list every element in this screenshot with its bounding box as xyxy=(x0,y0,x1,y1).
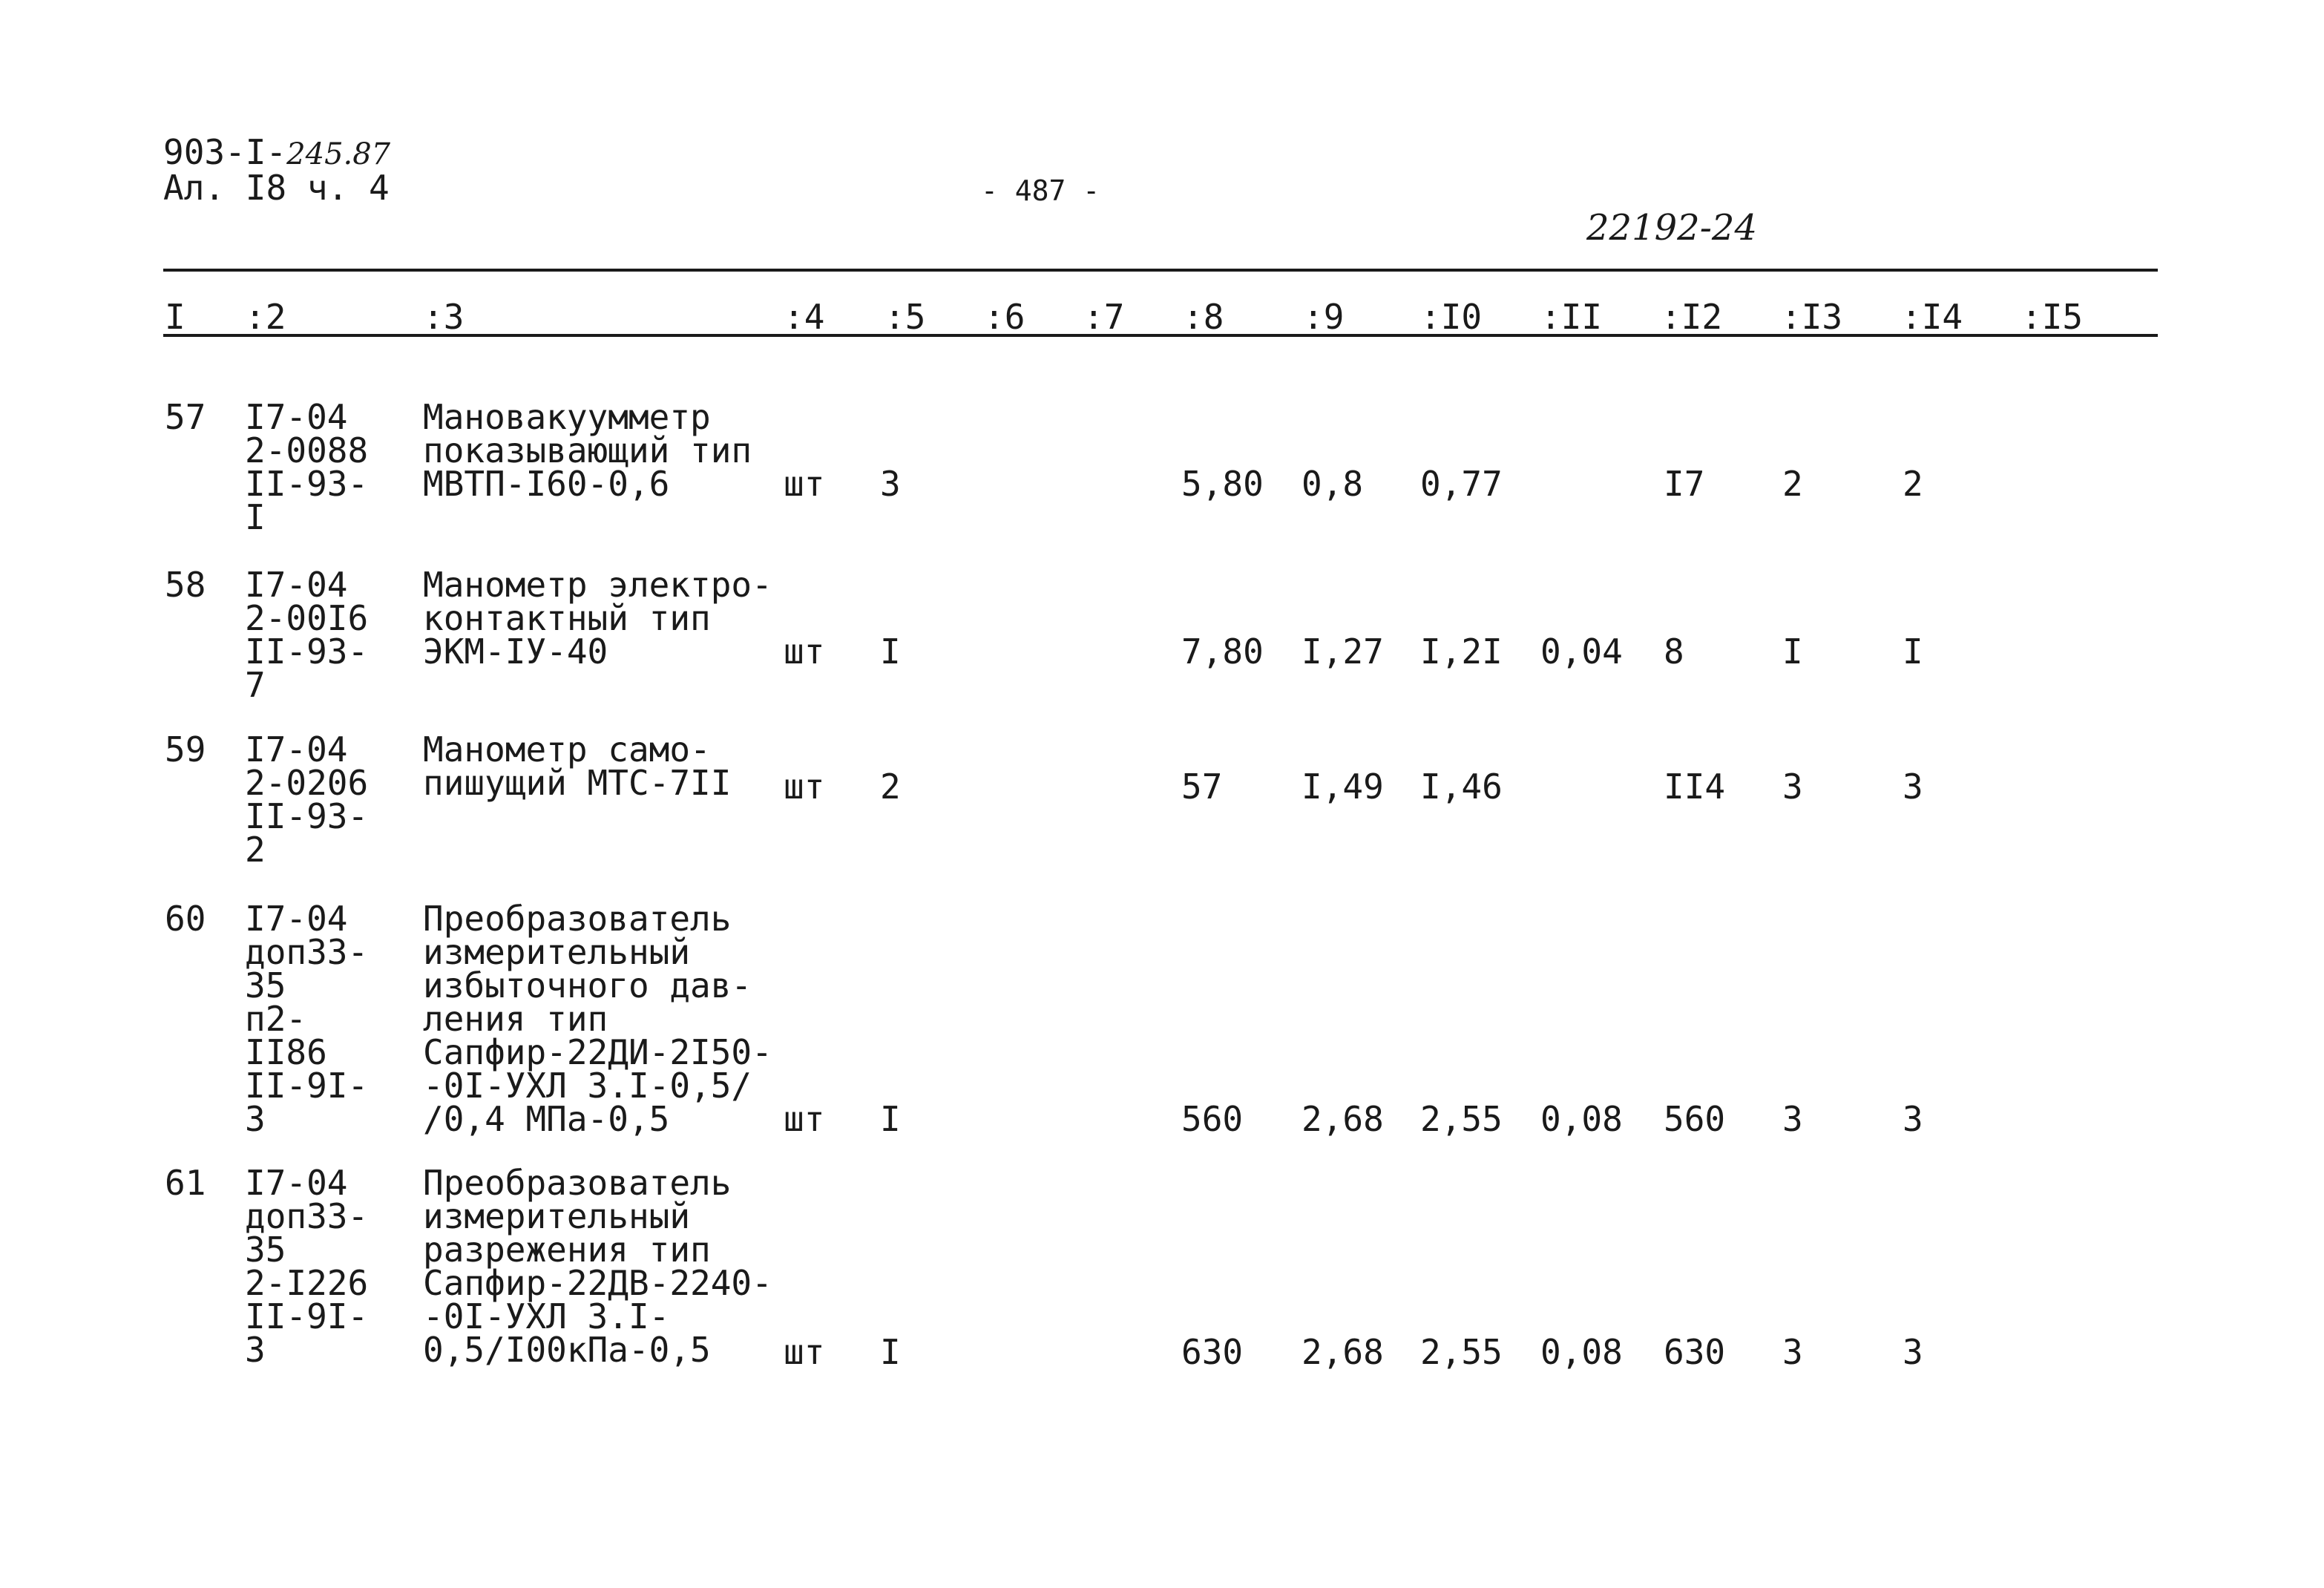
col-13-value: I xyxy=(1782,631,1803,672)
row-number: 61 xyxy=(165,1163,206,1203)
col-12-value: II4 xyxy=(1664,767,1726,807)
col-12-value: 560 xyxy=(1664,1099,1726,1139)
norm-code: I7-04 2-00I6 II-93- 7 xyxy=(245,565,369,705)
column-header: :I4 xyxy=(1901,297,1963,337)
col-9-value: 0,8 xyxy=(1301,464,1364,504)
col-10-value: 2,55 xyxy=(1420,1332,1503,1372)
table-top-rule xyxy=(163,269,2158,272)
col-8-value: 560 xyxy=(1181,1099,1244,1139)
col-9-value: 2,68 xyxy=(1301,1332,1384,1372)
col-10-value: I,2I xyxy=(1420,631,1503,672)
col-13-value: 3 xyxy=(1782,1099,1803,1139)
row-number: 57 xyxy=(165,397,206,437)
col-8-value: 630 xyxy=(1181,1332,1244,1372)
item-name: Манометр само- пишущий МТС-7II xyxy=(423,729,732,803)
document-code-prefix: 903-I- xyxy=(163,132,287,172)
column-header: :5 xyxy=(884,297,926,337)
quantity: I xyxy=(880,631,901,672)
quantity: I xyxy=(880,1099,901,1139)
column-header: :6 xyxy=(984,297,1025,337)
column-header: :7 xyxy=(1083,297,1125,337)
col-14-value: 3 xyxy=(1903,1099,1923,1139)
row-number: 59 xyxy=(165,729,206,770)
norm-code: I7-04 2-0088 II-93- I xyxy=(245,397,369,537)
col-10-value: 0,77 xyxy=(1420,464,1503,504)
col-13-value: 3 xyxy=(1782,767,1803,807)
album-line: Ал. I8 ч. 4 xyxy=(163,168,390,208)
column-header: :I5 xyxy=(2021,297,2084,337)
quantity: I xyxy=(880,1332,901,1372)
norm-code: I7-04 2-0206 II-93- 2 xyxy=(245,729,369,870)
col-8-value: 5,80 xyxy=(1181,464,1264,504)
col-11-value: 0,04 xyxy=(1540,631,1623,672)
col-14-value: 3 xyxy=(1903,767,1923,807)
row-number: 58 xyxy=(165,565,206,605)
col-14-value: 2 xyxy=(1903,464,1923,504)
item-name: Преобразователь измерительный избыточного дав- ления тип Сапфир-22ДИ-2I50- -0I-УХЛ 3.I-0,5/ /0,4 МПа-0,5 xyxy=(423,899,772,1139)
norm-code: I7-04 доп33- 35 п2- II86 II-9I- 3 xyxy=(245,899,369,1139)
item-name: Манометр электро- контактный тип ЭКМ-IУ-40 xyxy=(423,565,772,672)
column-header: :I2 xyxy=(1661,297,1723,337)
col-12-value: 8 xyxy=(1664,631,1684,672)
document-code-handwritten: 245.87 xyxy=(286,137,391,171)
col-9-value: I,49 xyxy=(1301,767,1384,807)
unit: шт xyxy=(784,767,825,807)
col-13-value: 3 xyxy=(1782,1332,1803,1372)
column-header: I xyxy=(165,297,186,337)
unit: шт xyxy=(784,1332,825,1372)
col-8-value: 57 xyxy=(1181,767,1223,807)
col-12-value: I7 xyxy=(1664,464,1705,504)
col-13-value: 2 xyxy=(1782,464,1803,504)
page-number: - 487 - xyxy=(981,174,1100,207)
row-number: 60 xyxy=(165,899,206,939)
quantity: 2 xyxy=(880,767,901,807)
column-header: :8 xyxy=(1183,297,1224,337)
col-9-value: I,27 xyxy=(1301,631,1384,672)
unit: шт xyxy=(784,464,825,504)
unit: шт xyxy=(784,1099,825,1139)
column-header: :II xyxy=(1540,297,1603,337)
col-10-value: I,46 xyxy=(1420,767,1503,807)
unit: шт xyxy=(784,631,825,672)
col-10-value: 2,55 xyxy=(1420,1099,1503,1139)
col-14-value: I xyxy=(1903,631,1923,672)
item-name: Мановакуумметр показывающий тип МВТП-I60-0,6 xyxy=(423,397,752,504)
column-header: :9 xyxy=(1303,297,1345,337)
column-header: :2 xyxy=(245,297,286,337)
col-12-value: 630 xyxy=(1664,1332,1726,1372)
col-8-value: 7,80 xyxy=(1181,631,1264,672)
col-14-value: 3 xyxy=(1903,1332,1923,1372)
column-header: :I3 xyxy=(1781,297,1843,337)
col-9-value: 2,68 xyxy=(1301,1099,1384,1139)
column-header: :I0 xyxy=(1420,297,1483,337)
col-11-value: 0,08 xyxy=(1540,1332,1623,1372)
norm-code: I7-04 доп33- 35 2-I226 II-9I- 3 xyxy=(245,1163,369,1370)
column-header: :3 xyxy=(423,297,465,337)
sheet-code: 22192-24 xyxy=(1586,207,1757,249)
item-name: Преобразователь измерительный разрежения тип Сапфир-22ДВ-2240- -0I-УХЛ 3.I- 0,5/I00кПа-0,5 xyxy=(423,1163,772,1370)
column-header: :4 xyxy=(784,297,825,337)
col-11-value: 0,08 xyxy=(1540,1099,1623,1139)
quantity: 3 xyxy=(880,464,901,504)
